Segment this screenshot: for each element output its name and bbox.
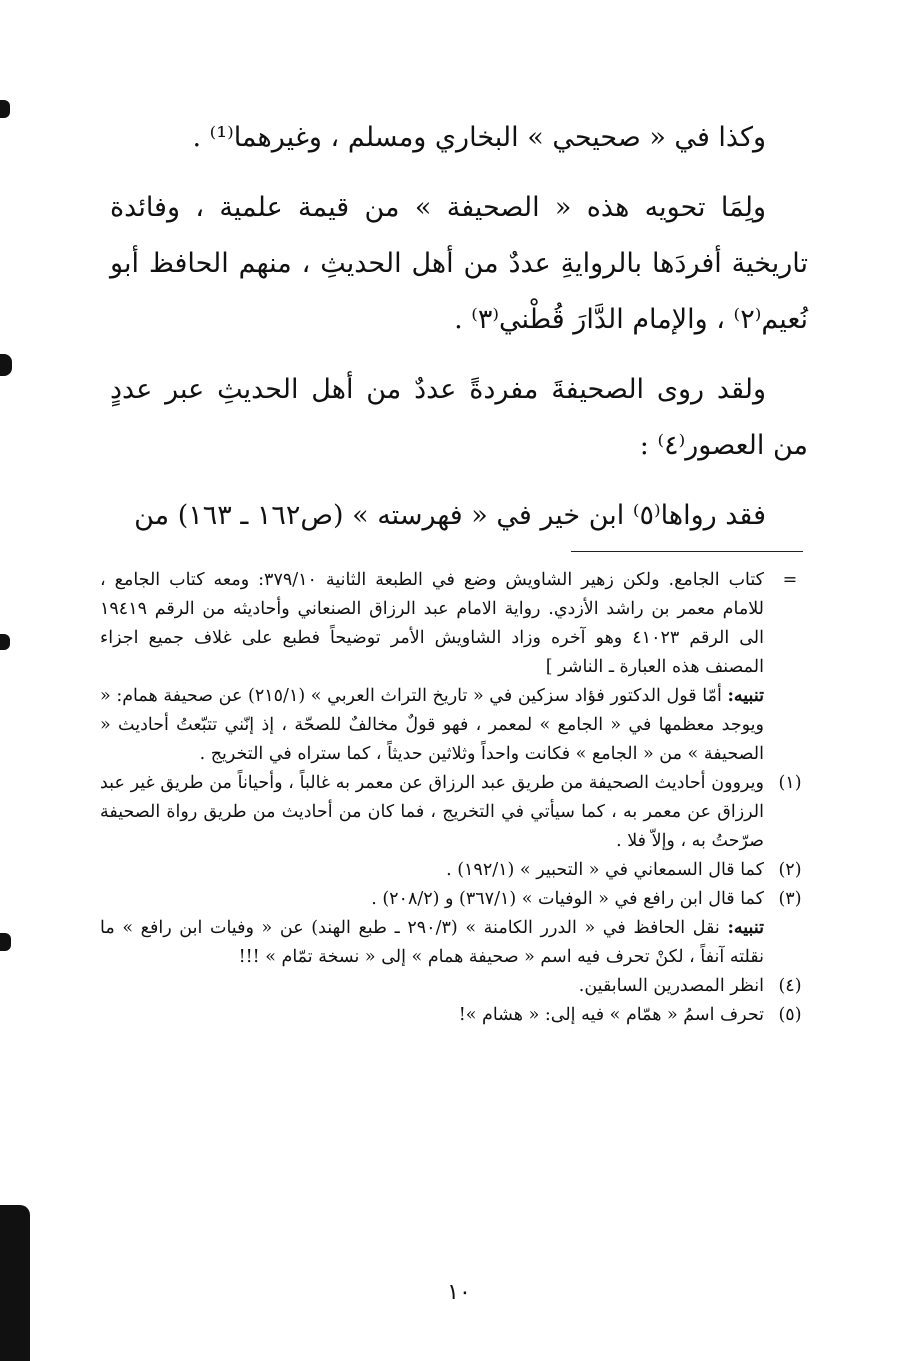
- paragraph-1: وكذا في « صحيحي » البخاري ومسلم ، وغيرهما⁽¹⁾ .: [192, 122, 766, 153]
- footnote-continuation: [100, 566, 810, 682]
- footnote-marker: (٣): [778, 889, 802, 909]
- footnote-marker: =: [782, 570, 798, 590]
- footnote-marker: (٥): [778, 1005, 802, 1025]
- footnote-text: كما قال ابن رافع في « الوفيات » (٣٦٧/١) و (٢٠٨/٢) .: [371, 889, 764, 909]
- footnote-text: ويروون أحاديث الصحيفة من طريق عبد الرزاق عن معمر به غالباً ، وأحياناً من طريق غير عبد الرزاق عن معمر به ، كما سيأتي في التخريج ، فما كان من أحاديث من طريق رواة الصحيفة صرّحتُ به ، وإلاّ فلا .: [100, 773, 764, 851]
- scan-edge-mark: [0, 354, 12, 376]
- footnote-separator: [571, 551, 803, 552]
- main-text: [110, 110, 808, 558]
- tanbih-label: تنبيه:: [727, 686, 764, 706]
- footnote-2: [100, 856, 810, 885]
- footnote-text: أمّا قول الدكتور فؤاد سزكين في « تاريخ التراث العربي » (٢١٥/١) عن صحيفة همام: « ويوجد معظمها في « الجامع » لمعمر ، فهو قولٌ مخالفٌ للصحّة ، إذ إنّني تتبّعتُ أحاديث « الصحيفة » من « الجامع » فكانت واحداً وثلاثين حديثاً ، كما ستراه في التخريج .: [100, 686, 764, 764]
- footnote-marker: (١): [778, 773, 802, 793]
- footnote-text: نقل الحافظ في « الدرر الكامنة » (٢٩٠/٣ ـ طبع الهند) عن « وفيات ابن رافع » ما نقلته آنفاً ، لكنْ تحرف فيه اسم « صحيفة همام » إلى « نسخة تمّام » !!!: [100, 918, 764, 967]
- footnote-4: [100, 972, 810, 1001]
- footnote-1: [100, 769, 810, 856]
- scan-edge-mark: [0, 634, 10, 650]
- footnote-text: كما قال السمعاني في « التحبير » (١٩٢/١) .: [446, 860, 764, 880]
- footnote-3: [100, 885, 810, 914]
- footnote-tanbih-2: [100, 914, 810, 972]
- footnote-marker: (٤): [778, 976, 802, 996]
- footnote-5: [100, 1001, 810, 1030]
- paragraph-3: ولقد روى الصحيفةَ مفردةً عددٌ من أهل الحديثِ عبر عددٍ من العصور⁽٤⁾ :: [110, 374, 808, 461]
- footnote-marker: (٢): [778, 860, 802, 880]
- footnote-text: كتاب الجامع. ولكن زهير الشاويش وضع في الطبعة الثانية ٣٧٩/١٠: ومعه كتاب الجامع ، للامام معمر بن راشد الأزدي. رواية الامام عبد الرزاق الصنعاني وأحاديثه من الرقم ١٩٤١٩ الى الرقم ٤١٠٢٣ وهو آخره وزاد الشاويش الأمر توضيحاً فطبع على غلاف جميع اجزاء المصنف هذه العبارة ـ الناشر ]: [100, 570, 764, 677]
- footnote-tanbih-1: [100, 682, 810, 769]
- footnote-text: انظر المصدرين السابقين.: [578, 976, 764, 996]
- scan-edge-mark: [0, 100, 10, 118]
- footnote-text: تحرف اسمُ « همّام » فيه إلى: « هشام »!: [458, 1005, 764, 1025]
- paragraph-2: ولِمَا تحويه هذه « الصحيفة » من قيمة علمية ، وفائدة تاريخية أفردَها بالروايةِ عددٌ من أهل الحديثِ ، منهم الحافظ أبو نُعيم⁽٢⁾ ، والإمام الدَّارَ قُطْني⁽٣⁾ .: [110, 192, 808, 335]
- paragraph-4: فقد رواها⁽٥⁾ ابن خير في « فهرسته » (ص١٦٢ ـ ١٦٣) من: [134, 500, 766, 531]
- tanbih-label: تنبيه:: [727, 918, 764, 938]
- scan-edge-mark: [0, 933, 11, 951]
- page-number: ١٠: [447, 1280, 471, 1305]
- footnotes: [100, 566, 810, 1030]
